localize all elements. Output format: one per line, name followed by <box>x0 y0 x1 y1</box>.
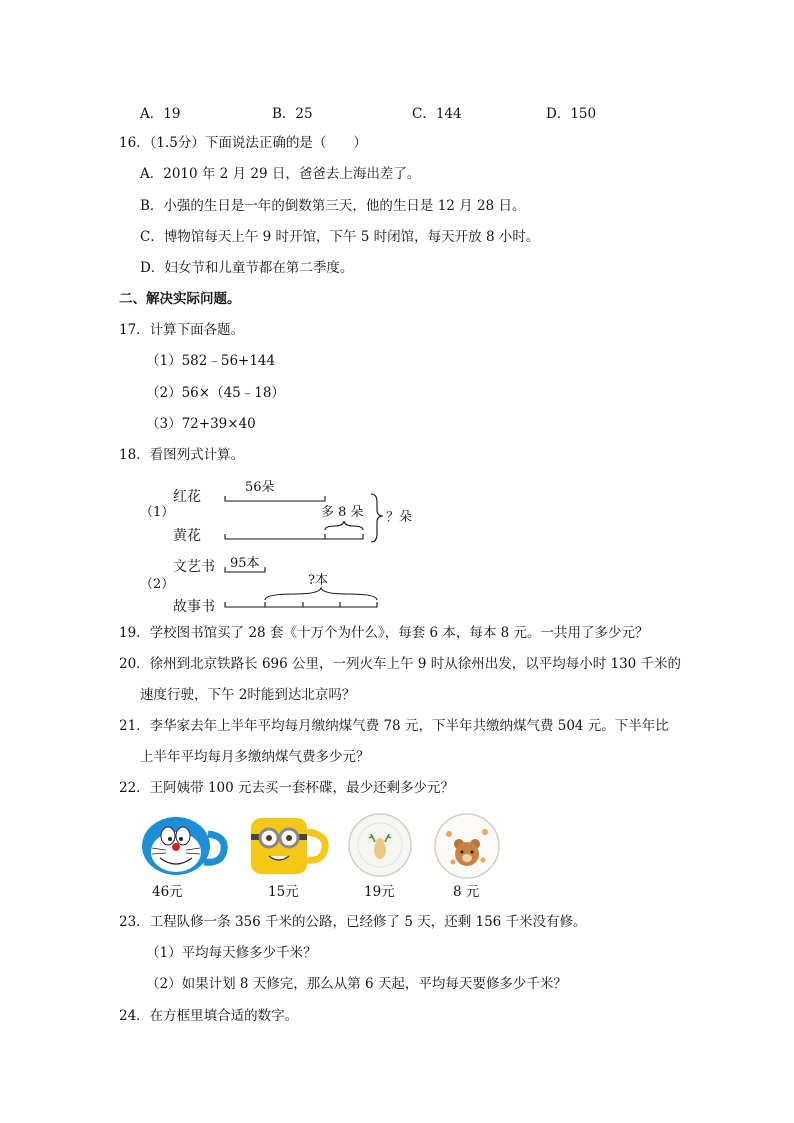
q16-stem: 16．（1.5分）下面说法正确的是（ ） <box>119 135 367 151</box>
price-deer-plate: 19元 <box>364 884 395 900</box>
q18-d2-top-label: 95本 <box>230 556 260 571</box>
q18-d2-row1-label: 文艺书 <box>173 559 215 575</box>
q20-line-1: 20．徐州到北京铁路长 696 公里，一列火车上午 9 时从徐州出发，以平均每小时 130 千米的 <box>119 656 682 672</box>
q16-option-d: D．妇女节和儿童节都在第二季度。 <box>140 260 354 276</box>
doraemon-cup-image <box>138 812 230 878</box>
q17-stem: 17．计算下面各题。 <box>119 322 245 338</box>
minion-cup-image <box>245 812 333 878</box>
price-minion-cup: 15元 <box>268 884 299 900</box>
q15-option-c: C．144 <box>412 106 462 122</box>
q18-d2-total-brace <box>265 588 377 600</box>
q18-d2-num: （2） <box>140 577 175 592</box>
q18-d2-story-bar <box>225 602 377 607</box>
q23-sub-1: （1）平均每天修多少千米？ <box>146 945 317 961</box>
q19-text: 19．学校图书馆买了 28 套《十万个为什么》，每套 6 本，每本 8 元。一共用了多少元？ <box>119 625 649 641</box>
q21-line-1: 21．李华家去年上半年平均每月缴纳煤气费 78 元，下半年共缴纳煤气费 504 元。下半年比 <box>119 718 669 734</box>
q21-line-2: 上半年平均每月多缴纳煤气费多少元？ <box>140 749 370 765</box>
q18-diagrams <box>135 470 425 618</box>
q18-d1-total-brace <box>371 494 383 542</box>
q18-d1-yellow-bar <box>225 534 363 539</box>
q20-line-2: 速度行驶，下午 2时能到达北京吗？ <box>140 687 356 703</box>
section-title: 二、解决实际问题。 <box>119 291 241 307</box>
q18-d1-diff-brace <box>325 521 363 530</box>
q17-item-2: （2）56×（45﹣18） <box>146 385 285 401</box>
q18-d2-row2-label: 故事书 <box>173 599 215 615</box>
q24-stem: 24．在方框里填合适的数字。 <box>119 1008 299 1024</box>
q18-d1-num: （1） <box>140 505 175 520</box>
q18-d1-total-label: ？朵 <box>386 510 413 525</box>
q22-stem: 22．王阿姨带 100 元去买一套杯碟，最少还剩多少元？ <box>119 780 455 796</box>
q16-option-b: B．小强的生日是一年的倒数第三天，他的生日是 12 月 28 日。 <box>140 198 526 214</box>
q16-option-c: C．博物馆每天上午 9 时开馆，下午 5 时闭馆，每天开放 8 小时。 <box>140 229 540 245</box>
deer-plate-image <box>347 812 413 878</box>
q17-item-1: （1）582﹣56+144 <box>146 353 276 369</box>
q17-item-3: （3）72+39×40 <box>146 416 256 432</box>
q18-d1-row1-label: 红花 <box>173 489 201 505</box>
q23-sub-2: （2）如果计划 8 天修完，那么从第 6 天起，平均每天要修多少千米？ <box>146 976 567 992</box>
price-doraemon-cup: 46元 <box>152 884 183 900</box>
q23-stem: 23．工程队修一条 356 千米的公路，已经修了 5 天，还剩 156 千米没有修。 <box>119 914 587 930</box>
q15-option-b: B．25 <box>272 106 313 122</box>
q15-option-a: A．19 <box>140 106 181 122</box>
bear-plate-image <box>433 812 501 880</box>
q18-d1-row2-label: 黄花 <box>173 528 201 544</box>
q18-d1-top-label: 56朵 <box>245 480 275 495</box>
q18-d2-total-label: ?本 <box>308 573 328 588</box>
price-bear-plate: 8 元 <box>453 884 480 900</box>
q16-option-a: A．2010 年 2 月 29 日，爸爸去上海出差了。 <box>140 166 421 182</box>
q18-d1-diff-label: 多 8 朵 <box>321 505 364 520</box>
q15-option-d: D．150 <box>546 106 597 122</box>
q18-stem: 18．看图列式计算。 <box>119 447 245 463</box>
q18-d2-segment-ticks <box>265 602 340 607</box>
q18-d1-red-bar <box>225 496 325 501</box>
